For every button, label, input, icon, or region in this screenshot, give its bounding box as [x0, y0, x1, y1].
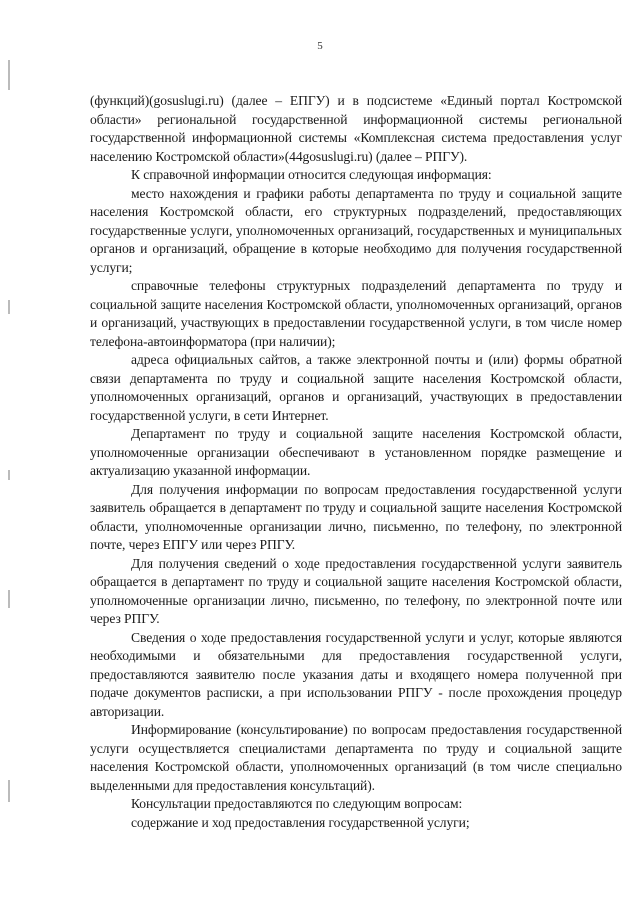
paragraph: Для получения сведений о ходе предоставления государственной услуги заявитель обращается в департамент по труду и социальной защите населения Костромской области, уполномоченные организации лично, письменно, по телефону, по электронной почте или через РПГУ. — [90, 555, 622, 626]
paragraph: адреса официальных сайтов, а также электронной почты и (или) формы обратной связи департамента по труду и социальной защите населения Костромской области, уполномоченных организаций, органов и организаций, участвующих в предоставлении государственной услуги, в сети Интернет. — [90, 352, 622, 423]
scan-margin-marks — [8, 0, 12, 905]
paragraph: Для получения информации по вопросам предоставления государственной услуги заявитель обращается в департамент по труду и социальной защите населения Костромской области, уполномоченные организации лично, письменно, по телефону, по электронной почте, через ЕПГУ или через РПГУ. — [90, 481, 622, 552]
document-body — [90, 92, 622, 832]
paragraph: Департамент по труду и социальной защите населения Костромской области, уполномоченные организации обеспечивают в установленном порядке размещение и актуализацию указанной информации. — [90, 426, 622, 478]
paragraph: справочные телефоны структурных подразделений департамента по труду и социальной защите населения Костромской области, уполномоченных организаций, органов и организаций, участвующих в предоставлении государственной услуги, в том числе номер телефона-автоинформатора (при наличии); — [90, 278, 622, 349]
paragraph: Сведения о ходе предоставления государственной услуги и услуг, которые являются необходимыми и обязательными для предоставления государственной услуги, предоставляются заявителю после указания даты и входящего номера полученной при подаче документов расписки, а при использовании РПГУ - после прохождения процедур авторизации. — [90, 629, 622, 719]
paragraph: содержание и ход предоставления государственной услуги; — [131, 814, 470, 830]
page-number: 5 — [317, 40, 323, 52]
paragraph: Информирование (консультирование) по вопросам предоставления государственной услуги осуществляется специалистами департамента по труду и социальной защите населения Костромской области, уполномоченных организаций (в том числе специально выделенными для предоставления консультаций). — [90, 722, 622, 793]
paragraph: место нахождения и графики работы департамента по труду и социальной защите населения Костромской области, его структурных подразделений, предоставляющих государственные услуги, уполномоченных организаций, государственных и муниципальных органов и организаций, обращение в которые необходимо для получения государственной услуги; — [90, 185, 622, 275]
paragraph-continuation: (функций)(gosuslugi.ru) (далее – ЕПГУ) и в подсистеме «Единый портал Костромской области» региональной государственной информационной системы региональной государственной информационной системы «Комплексная система предоставления услуг населению Костромской области»(44gosuslugi.ru) (далее – РПГУ). — [90, 93, 622, 164]
paragraph: Консультации предоставляются по следующим вопросам: — [131, 796, 463, 811]
paragraph: К справочной информации относится следующая информация: — [131, 167, 492, 182]
